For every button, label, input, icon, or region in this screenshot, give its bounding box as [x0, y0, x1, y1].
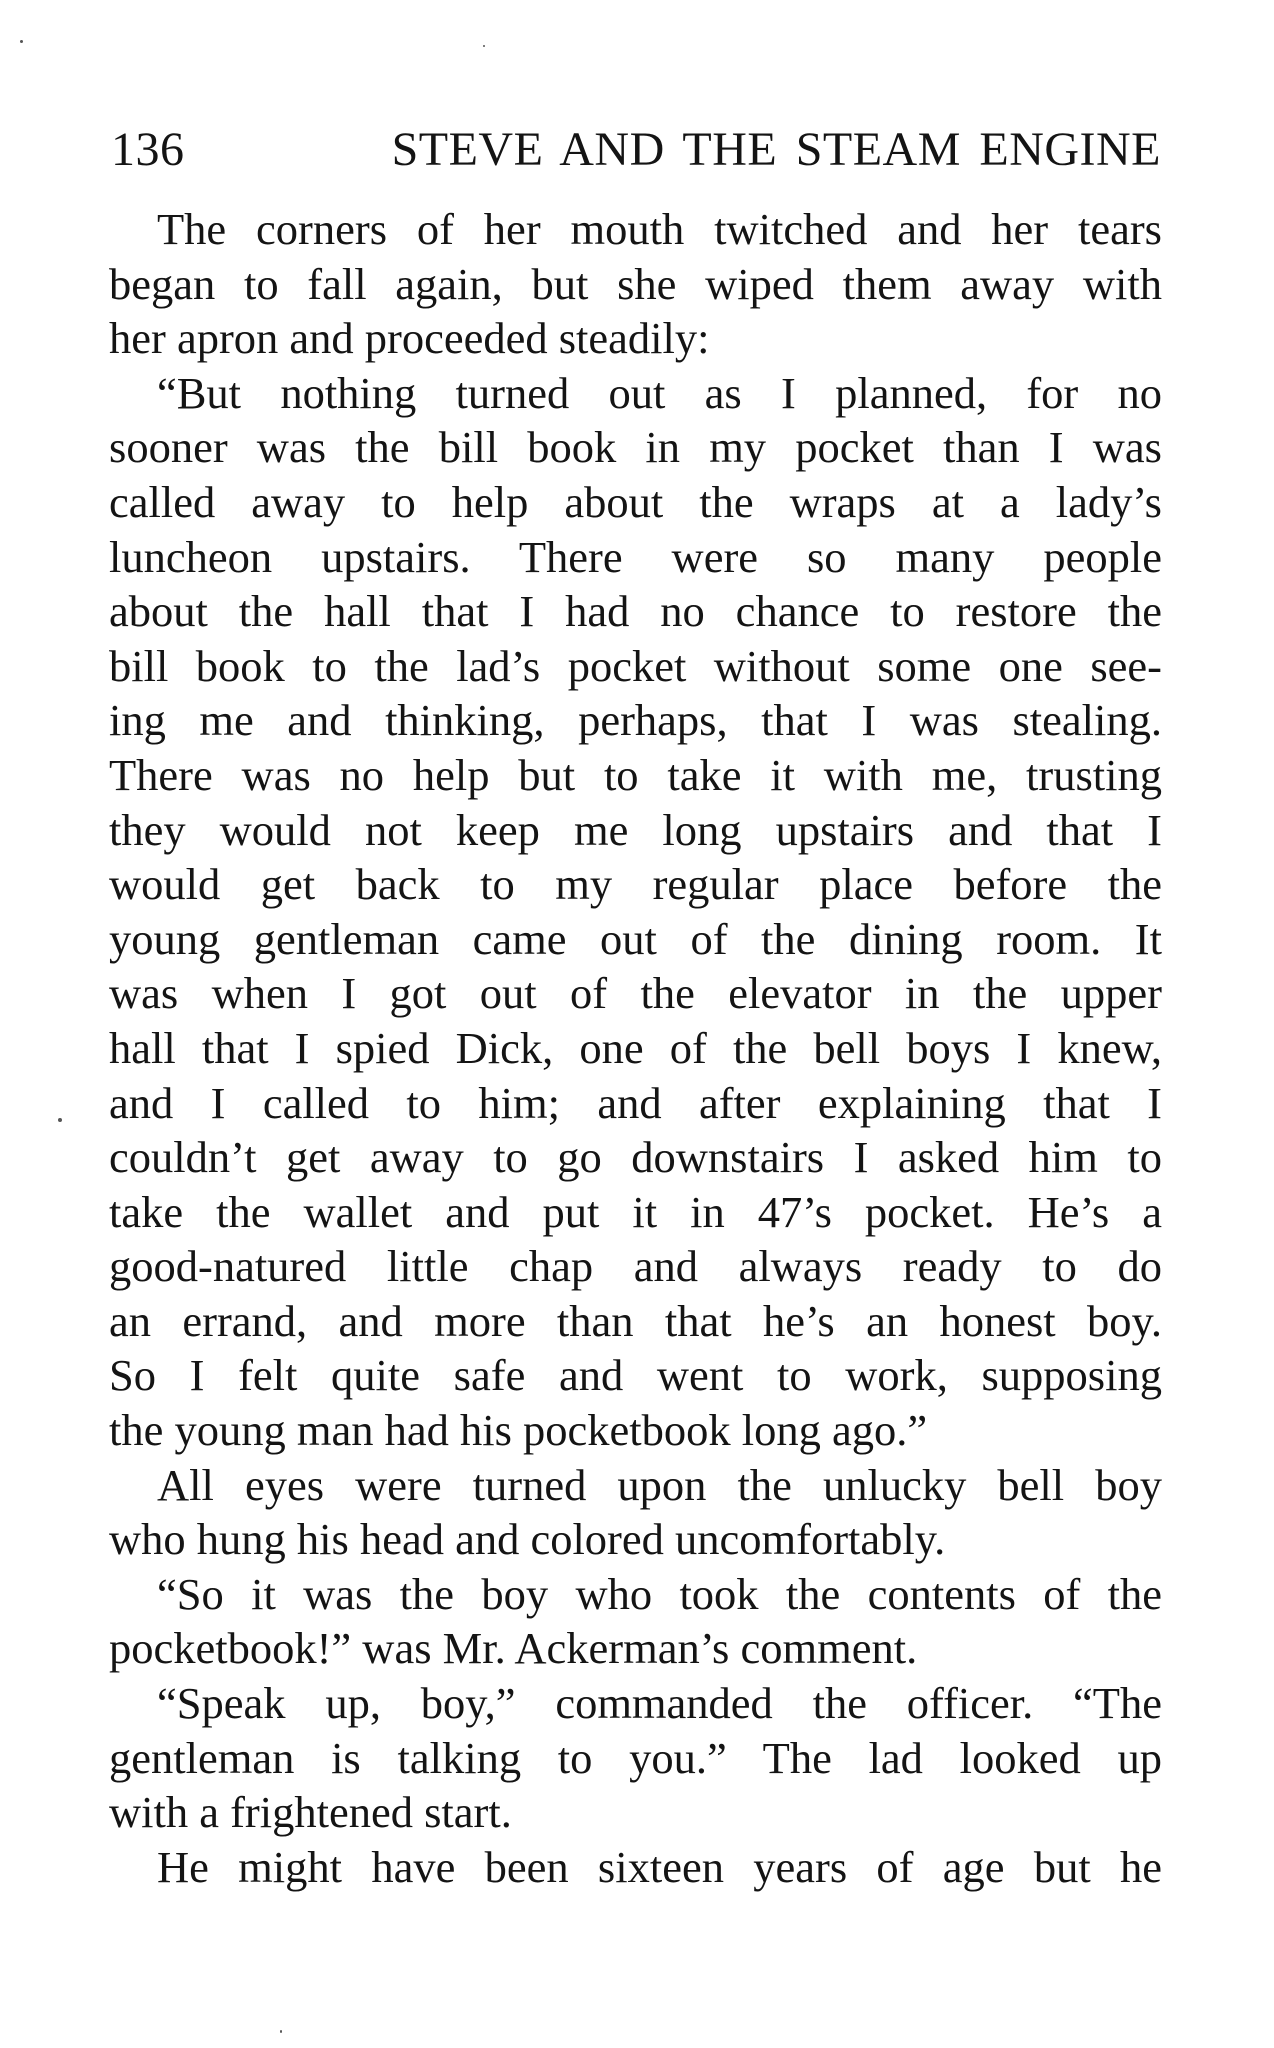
text-line: ing me and thinking, perhaps, that I was stealing.: [109, 695, 1162, 746]
running-head: [111, 120, 1161, 180]
text-line: would get back to my regular place before the: [109, 859, 1162, 910]
paper-speck: [280, 2030, 282, 2033]
paper-speck: [20, 40, 23, 43]
text-line: sooner was the bill book in my pocket than I was: [109, 422, 1162, 473]
book-title: STEVE AND THE STEAM ENGINE: [391, 123, 1161, 176]
text-line: gentleman is talking to you.” The lad looked up: [109, 1732, 1162, 1783]
text-line: good-natured little chap and always ready to do: [109, 1241, 1162, 1292]
paragraph: [109, 1840, 1162, 1895]
paper-speck: [483, 45, 485, 47]
text-line: the young man had his pocketbook long ago.”: [109, 1405, 928, 1456]
paragraph: [109, 366, 1162, 1458]
text-line: take the wallet and put it in 47’s pocket. He’s a: [109, 1186, 1162, 1237]
body-text: [109, 202, 1162, 1894]
text-line: He might have been sixteen years of age but he: [157, 1841, 1162, 1892]
text-line: The corners of her mouth twitched and her tears: [157, 204, 1162, 254]
text-line: pocketbook!” was Mr. Ackerman’s comment.: [109, 1623, 918, 1674]
text-line: was when I got out of the elevator in the upper: [109, 968, 1162, 1019]
text-line: luncheon upstairs. There were so many people: [109, 531, 1162, 582]
text-line: began to fall again, but she wiped them away with: [109, 258, 1162, 309]
paper-speck: [58, 1118, 62, 1122]
text-line: “Speak up, boy,” commanded the officer. “The: [157, 1678, 1162, 1729]
text-line: So I felt quite safe and went to work, supposing: [109, 1350, 1162, 1401]
text-line: hall that I spied Dick, one of the bell boys I knew,: [109, 1022, 1162, 1073]
text-line: they would not keep me long upstairs and that I: [109, 804, 1162, 855]
text-line: bill book to the lad’s pocket without some one see-: [109, 640, 1162, 691]
text-line: with a frightened start.: [109, 1787, 512, 1838]
text-line: her apron and proceeded steadily:: [109, 313, 710, 364]
text-line: and I called to him; and after explaining that I: [109, 1077, 1162, 1128]
text-line: young gentleman came out of the dining room. It: [109, 913, 1162, 964]
page-number: 136: [111, 123, 185, 176]
paragraph: [109, 202, 1162, 366]
text-line: about the hall that I had no chance to restore the: [109, 586, 1162, 637]
text-line: who hung his head and colored uncomfortably.: [109, 1514, 946, 1565]
text-line: couldn’t get away to go downstairs I asked him to: [109, 1132, 1162, 1183]
text-line: All eyes were turned upon the unlucky bell boy: [157, 1459, 1162, 1510]
text-line: “But nothing turned out as I planned, for no: [157, 367, 1162, 418]
text-line: There was no help but to take it with me, trusting: [109, 749, 1162, 800]
paragraph: [109, 1458, 1162, 1567]
paragraph: [109, 1676, 1162, 1840]
paragraph: [109, 1567, 1162, 1676]
text-line: called away to help about the wraps at a lady’s: [109, 476, 1162, 527]
text-line: an errand, and more than that he’s an honest boy.: [109, 1295, 1162, 1346]
text-line: “So it was the boy who took the contents of the: [157, 1568, 1162, 1619]
